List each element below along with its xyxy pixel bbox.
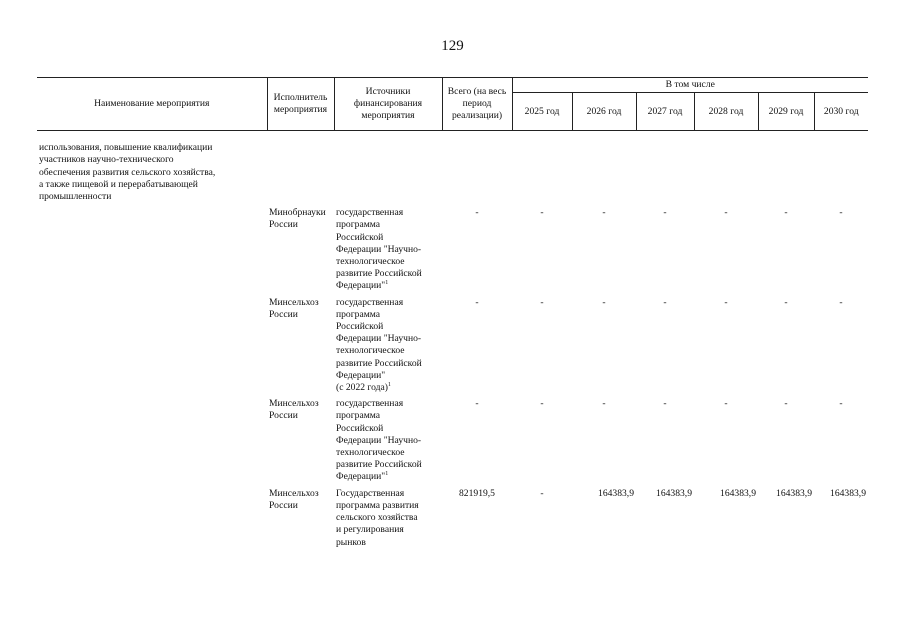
- year-2027-cell: -: [663, 296, 667, 308]
- year-2027-cell: 164383,9: [656, 487, 692, 499]
- table-row: [37, 398, 868, 487]
- source-cell: государственная программа Российской Федерации "Научно- технологическое развитие Российской Федерации"$^1$: [336, 398, 422, 483]
- year-2030-cell: -: [839, 207, 843, 219]
- header-year-2029: 2029 год: [758, 93, 814, 131]
- header-activity-name: Наименование мероприятия: [37, 78, 267, 131]
- year-2029-cell: -: [784, 296, 788, 308]
- year-2028-cell: 164383,9: [720, 487, 756, 499]
- year-2025-cell: -: [540, 398, 544, 410]
- total-cell: -: [475, 207, 479, 219]
- page-number: 129: [441, 38, 464, 54]
- activity-name: использования, повышение квалификации участников научно-технического обеспечения развития сельского хозяйства, а также пищевой и перерабатывающей промышленности: [39, 142, 216, 203]
- header-year-2026: 2026 год: [572, 93, 636, 131]
- year-2030-cell: 164383,9: [830, 487, 866, 499]
- activities-table: [37, 77, 868, 553]
- header-executor: Исполнитель мероприятия: [267, 78, 334, 131]
- year-2030-cell: -: [839, 296, 843, 308]
- source-cell: государственная программа Российской Федерации "Научно- технологическое развитие Российской Федерации" (с 2022 года)$^1$: [336, 296, 422, 394]
- total-cell: 821919,5: [459, 487, 495, 499]
- year-2026-cell: -: [602, 296, 606, 308]
- year-2026-cell: 164383,9: [598, 487, 634, 499]
- executor-cell: Минсельхоз России: [269, 487, 319, 511]
- header-year-2028: 2028 год: [694, 93, 758, 131]
- year-2026-cell: -: [602, 398, 606, 410]
- executor-cell: Минобрнауки России: [269, 207, 326, 231]
- year-2026-cell: -: [602, 207, 606, 219]
- source-cell: Государственная программа развития сельского хозяйства и регулирования рынков: [336, 487, 419, 548]
- year-2029-cell: -: [784, 207, 788, 219]
- year-2029-cell: 164383,9: [776, 487, 812, 499]
- total-cell: -: [475, 296, 479, 308]
- year-2025-cell: -: [540, 487, 544, 499]
- header-including: В том числе: [512, 78, 868, 93]
- year-2027-cell: -: [663, 398, 667, 410]
- table-row: [37, 488, 868, 553]
- header-year-2027: 2027 год: [636, 93, 694, 131]
- table-row: [37, 207, 868, 296]
- table-row: [37, 297, 868, 399]
- year-2025-cell: -: [540, 207, 544, 219]
- year-2025-cell: -: [540, 296, 544, 308]
- header-total: Всего (на весь период реализации): [442, 78, 512, 131]
- executor-cell: Минсельхоз России: [269, 398, 319, 422]
- year-2029-cell: -: [784, 398, 788, 410]
- year-2028-cell: -: [724, 296, 728, 308]
- source-cell: государственная программа Российской Федерации "Научно- технологическое развитие Российской Федерации"$^1$: [336, 207, 422, 292]
- year-2027-cell: -: [663, 207, 667, 219]
- year-2028-cell: -: [724, 207, 728, 219]
- executor-cell: Минсельхоз России: [269, 296, 319, 320]
- year-2030-cell: -: [839, 398, 843, 410]
- total-cell: -: [475, 398, 479, 410]
- year-2028-cell: -: [724, 398, 728, 410]
- header-year-2025: 2025 год: [512, 93, 572, 131]
- activity-name-row: [37, 131, 868, 208]
- header-year-2030: 2030 год: [814, 93, 868, 131]
- header-funding-sources: Источники финансирования мероприятия: [334, 78, 442, 131]
